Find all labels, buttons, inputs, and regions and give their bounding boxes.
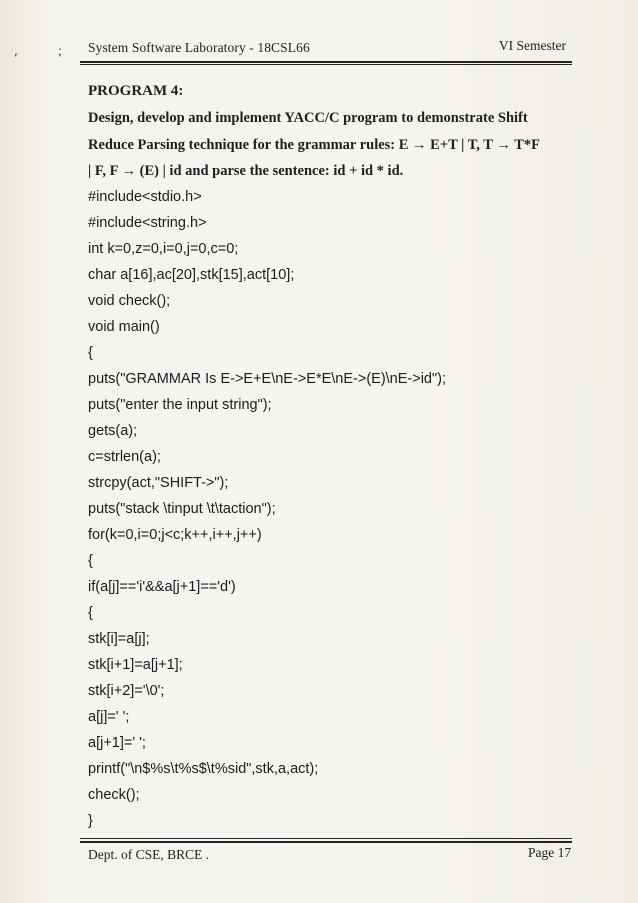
header-rule-thick [80,61,572,63]
program-title: PROGRAM 4: [88,83,184,99]
program-description-line: Design, develop and implement YACC/C program to demonstrate Shift [88,110,528,126]
header-semester: VI Semester [498,38,566,53]
code-line: check(); [88,787,140,803]
code-line: void main() [88,319,160,335]
code-line: puts("GRAMMAR Is E->E+E\nE->E*E\nE->(E)\nE->id"); [88,371,447,387]
code-line: c=strlen(a); [88,449,161,465]
code-line: #include<stdio.h> [88,189,202,205]
header-rule-thin [80,64,572,65]
code-line: puts("enter the input string"); [88,397,272,413]
code-line: strcpy(act,"SHIFT->"); [88,475,229,491]
code-line: stk[i]=a[j]; [88,631,150,647]
code-line: { [88,345,93,361]
header-course-title: System Software Laboratory - 18CSL66 [88,40,310,55]
page-header [88,40,566,60]
code-line: if(a[j]=='i'&&a[j+1]=='d') [88,579,236,595]
code-line: stk[i+2]='\0'; [88,683,165,699]
margin-dot-mark: , [14,44,18,58]
code-line: stk[i+1]=a[j+1]; [88,657,183,673]
code-line: } [88,813,93,829]
code-line: for(k=0,i=0;j<c;k++,i++,j++) [88,527,262,543]
code-line: #include<string.h> [88,215,207,231]
footer-page-number: Page 17 [528,845,572,860]
code-line: gets(a); [88,423,138,439]
code-line: { [88,605,93,621]
margin-semicolon-mark: ; [58,44,63,58]
code-line: void check(); [88,293,171,309]
footer-rule-thin [80,838,572,839]
code-line: puts("stack \tinput \t\taction"); [88,501,276,517]
code-line: { [88,553,93,569]
code-line: a[j]=' '; [88,709,130,725]
program-description-line: | F, F → (E) | id and parse the sentence: id + id * id. [88,163,404,179]
program-description-line: Reduce Parsing technique for the grammar rules: E → E+T | T, T → T*F [88,137,540,153]
footer-rule-thick [80,841,572,843]
code-line: a[j+1]=' '; [88,735,146,751]
footer-department: Dept. of CSE, BRCE . [88,847,210,862]
code-line: printf("\n$%s\t%s$\t%sid",stk,a,act); [88,761,319,777]
code-line: char a[16],ac[20],stk[15],act[10]; [88,267,295,283]
code-line: int k=0,z=0,i=0,j=0,c=0; [88,241,239,257]
